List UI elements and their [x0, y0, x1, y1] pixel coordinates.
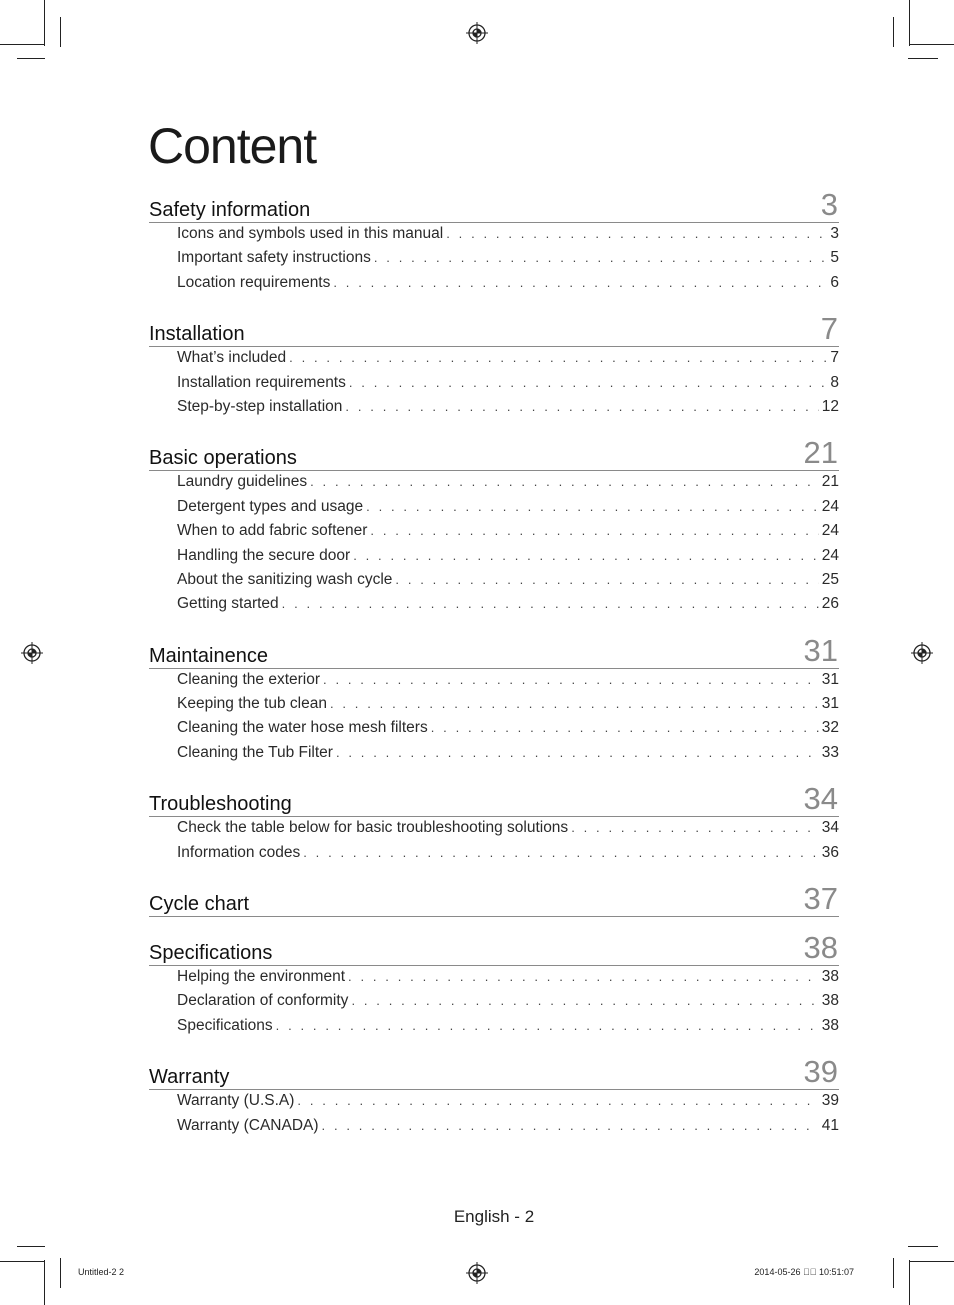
toc-entry-page-number: 33: [821, 743, 839, 761]
toc-section-page-number: 38: [803, 930, 838, 966]
toc-dot-leader: [303, 845, 819, 860]
toc-entry-label: Installation requirements: [177, 373, 346, 391]
toc-entry-page-number: 38: [821, 1016, 839, 1034]
toc-dot-leader: [310, 474, 819, 489]
toc-entry[interactable]: [177, 249, 839, 273]
toc-section-heading[interactable]: [149, 927, 839, 966]
toc-section-title: Safety information: [149, 199, 311, 221]
toc-section-page-number: 34: [803, 781, 838, 817]
toc-dot-leader: [370, 523, 818, 538]
toc-entry-page-number: 25: [821, 570, 839, 588]
crop-mark: [0, 44, 44, 45]
crop-mark: [893, 17, 894, 47]
toc-dot-leader: [330, 696, 819, 711]
toc-entry-page-number: 6: [830, 273, 839, 291]
toc-entry-label: Declaration of conformity: [177, 992, 349, 1010]
toc-section-title: Warranty: [149, 1066, 230, 1089]
toc-entry[interactable]: [177, 595, 839, 619]
toc-dot-leader: [323, 672, 819, 687]
toc-section-heading[interactable]: [149, 1051, 839, 1090]
toc-entry[interactable]: [177, 398, 839, 422]
toc-dot-leader: [276, 1018, 819, 1033]
toc-entry-label: Important safety instructions: [177, 249, 371, 267]
toc-entry[interactable]: [177, 498, 839, 522]
toc-dot-leader: [446, 226, 827, 241]
toc-entry-list: [149, 817, 839, 868]
toc-entry[interactable]: [177, 671, 839, 695]
toc-entry[interactable]: [177, 522, 839, 546]
crop-mark: [908, 1246, 938, 1247]
crop-mark: [910, 44, 954, 45]
toc-entry[interactable]: [177, 819, 839, 843]
toc-entry-page-number: 3: [830, 225, 839, 242]
toc-dot-leader: [297, 1093, 818, 1108]
page-title: Content: [148, 118, 317, 174]
toc-section: [149, 630, 839, 769]
toc-entry-label: Check the table below for basic troubleshooting solutions: [177, 819, 569, 837]
toc-dot-leader: [395, 572, 818, 587]
print-info-timestamp: 2014-05-26 ￿￿ 10:51:07: [754, 1267, 854, 1277]
toc-entry-label: Location requirements: [177, 273, 331, 291]
toc-entry-page-number: 36: [821, 843, 839, 861]
toc-entry[interactable]: [177, 349, 839, 373]
toc-entry-label: When to add fabric softener: [177, 522, 368, 540]
toc-entry-label: Icons and symbols used in this manual: [177, 225, 444, 242]
toc-section-title: Specifications: [149, 942, 273, 965]
toc-dot-leader: [322, 1118, 819, 1133]
crop-mark: [44, 0, 45, 46]
toc-entry-page-number: 31: [821, 670, 839, 688]
toc-entry[interactable]: [177, 374, 839, 398]
toc-dot-leader: [374, 250, 828, 265]
crop-mark: [908, 58, 938, 59]
toc-entry-page-number: 21: [821, 473, 839, 491]
toc-section-heading[interactable]: [149, 878, 839, 917]
crop-mark: [44, 1260, 45, 1305]
toc-section-title: Cycle chart: [149, 893, 250, 916]
toc-dot-leader: [571, 820, 819, 835]
toc-section-heading[interactable]: [149, 630, 839, 669]
toc-section-page-number: 39: [803, 1054, 838, 1090]
toc-entry-page-number: 24: [821, 546, 839, 564]
toc-entry[interactable]: [177, 1092, 839, 1116]
toc-section: [149, 432, 839, 619]
crop-mark: [910, 1261, 954, 1262]
toc-entry-list: [149, 966, 839, 1041]
toc-section: [149, 878, 839, 917]
toc-section-heading[interactable]: [149, 184, 839, 223]
toc-entry[interactable]: [177, 719, 839, 743]
toc-dot-leader: [351, 993, 818, 1008]
toc-entry-page-number: 5: [830, 249, 839, 267]
toc-entry-page-number: 41: [821, 1116, 839, 1134]
toc-entry-label: About the sanitizing wash cycle: [177, 570, 393, 588]
registration-mark-icon: [466, 22, 488, 44]
toc-entry-label: Specifications: [177, 1016, 273, 1034]
toc-section: [149, 184, 839, 298]
toc-entry-page-number: 38: [821, 968, 839, 986]
toc-entry-page-number: 7: [830, 349, 839, 367]
toc-section-page-number: 3: [820, 187, 838, 222]
toc-entry-page-number: 38: [821, 992, 839, 1010]
registration-mark-icon: [21, 642, 43, 664]
toc-entry-list: [149, 223, 839, 298]
crop-mark: [17, 58, 45, 59]
toc-section-heading[interactable]: [149, 778, 839, 817]
toc-entry-label: Cleaning the exterior: [177, 670, 321, 688]
table-of-contents: [149, 184, 839, 1151]
toc-entry-page-number: 34: [821, 819, 839, 837]
toc-entry[interactable]: [177, 695, 839, 719]
crop-mark: [893, 1258, 894, 1288]
toc-entry-label: Step-by-step installation: [177, 397, 343, 415]
toc-entry[interactable]: [177, 1117, 839, 1141]
toc-dot-leader: [336, 745, 819, 760]
toc-entry-page-number: 32: [821, 719, 839, 737]
crop-mark: [60, 1258, 61, 1288]
toc-entry[interactable]: [177, 473, 839, 497]
toc-entry-label: Cleaning the water hose mesh filters: [177, 719, 428, 737]
toc-entry-label: Laundry guidelines: [177, 473, 308, 491]
crop-mark: [909, 1260, 910, 1305]
toc-dot-leader: [366, 499, 819, 514]
print-info-file: Untitled-2 2: [78, 1267, 125, 1277]
toc-section-title: Installation: [149, 323, 245, 346]
toc-entry[interactable]: [177, 968, 839, 992]
toc-entry-label: Warranty (CANADA): [177, 1116, 319, 1134]
toc-entry[interactable]: [177, 844, 839, 868]
toc-section-page-number: 31: [803, 632, 838, 668]
toc-section: [149, 1051, 839, 1141]
toc-section-page-number: 21: [803, 435, 838, 471]
toc-entry-page-number: 31: [821, 695, 839, 713]
toc-entry-label: Handling the secure door: [177, 546, 351, 564]
toc-section: [149, 778, 839, 868]
toc-entry-label: Detergent types and usage: [177, 497, 364, 515]
toc-entry-label: What’s included: [177, 349, 287, 367]
toc-section-title: Basic operations: [149, 447, 297, 470]
toc-entry[interactable]: [177, 992, 839, 1016]
toc-entry[interactable]: [177, 274, 839, 298]
page-footer-language: English - 2: [453, 1207, 535, 1226]
toc-entry-label: Getting started: [177, 595, 279, 613]
toc-entry-page-number: 8: [830, 373, 839, 391]
toc-entry[interactable]: [177, 744, 839, 768]
crop-mark: [0, 1261, 44, 1262]
toc-section-title: Maintainence: [149, 644, 268, 667]
toc-entry-label: Helping the environment: [177, 968, 346, 986]
toc-dot-leader: [348, 969, 819, 984]
registration-mark-icon: [911, 642, 933, 664]
toc-entry-label: Cleaning the Tub Filter: [177, 743, 333, 761]
toc-entry-page-number: 39: [821, 1092, 839, 1110]
toc-dot-leader: [353, 548, 819, 563]
toc-entry-list: [149, 471, 839, 619]
toc-dot-leader: [431, 720, 819, 735]
toc-section-heading[interactable]: [149, 308, 839, 347]
toc-section-page-number: 37: [803, 881, 838, 917]
toc-entry-page-number: 24: [821, 522, 839, 540]
toc-dot-leader: [282, 596, 819, 611]
toc-entry-label: Warranty (U.S.A): [177, 1092, 295, 1110]
toc-dot-leader: [349, 375, 828, 390]
toc-entry-page-number: 26: [821, 595, 839, 613]
toc-section-title: Troubleshooting: [149, 793, 292, 816]
toc-entry-list: [149, 669, 839, 769]
toc-entry-page-number: 12: [821, 397, 839, 415]
toc-entry-label: Keeping the tub clean: [177, 695, 327, 713]
toc-entry-list: [149, 1090, 839, 1141]
crop-mark: [909, 0, 910, 46]
toc-dot-leader: [289, 350, 827, 365]
toc-entry[interactable]: [177, 225, 839, 249]
crop-mark: [17, 1246, 45, 1247]
toc-section-page-number: 7: [820, 311, 838, 347]
toc-dot-leader: [345, 399, 818, 414]
toc-dot-leader: [333, 275, 827, 290]
toc-entry-list: [149, 347, 839, 422]
toc-section: [149, 308, 839, 422]
toc-entry[interactable]: [177, 571, 839, 595]
toc-entry[interactable]: [177, 1017, 839, 1041]
crop-mark: [60, 17, 61, 47]
toc-entry-label: Information codes: [177, 843, 301, 861]
toc-entry-page-number: 24: [821, 497, 839, 515]
toc-section: [149, 927, 839, 1041]
toc-entry[interactable]: [177, 547, 839, 571]
toc-section-heading[interactable]: [149, 432, 839, 471]
registration-mark-icon: [466, 1262, 488, 1284]
